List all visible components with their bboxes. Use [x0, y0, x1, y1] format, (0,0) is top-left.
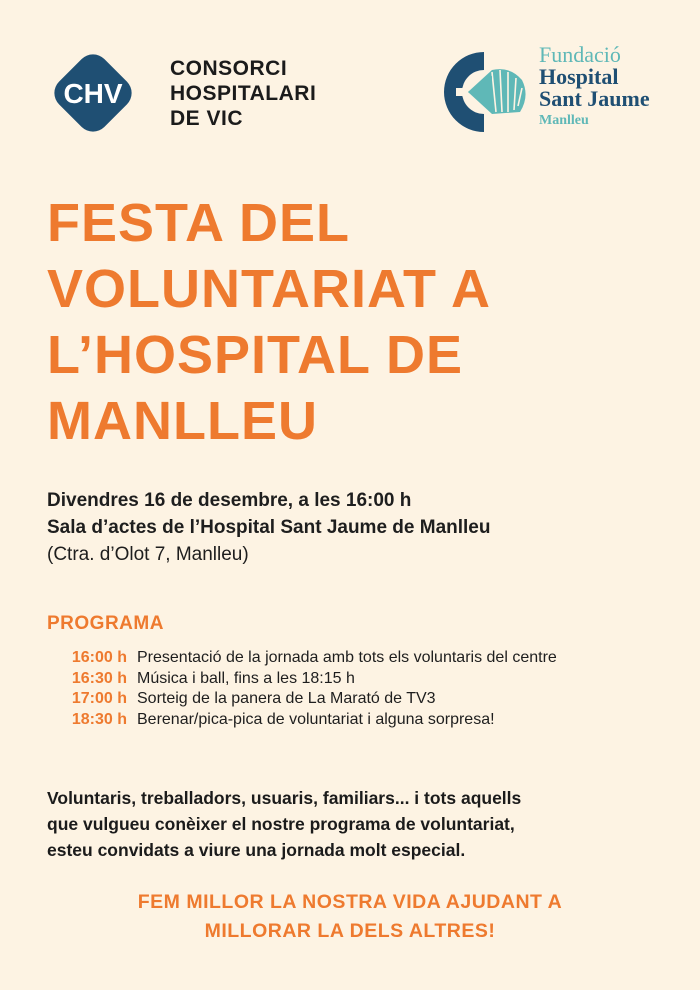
- fundacio-name-line: Fundació: [539, 42, 621, 67]
- program-list: [47, 648, 557, 730]
- program-item: [47, 648, 557, 669]
- invitation-line: que vulgueu conèixer el nostre programa de voluntariat,: [47, 814, 515, 834]
- consorci-name-line: CONSORCI: [170, 57, 288, 80]
- program-heading: PROGRAMA: [47, 613, 164, 634]
- program-time: 18:30 h: [71, 710, 127, 728]
- event-address: (Ctra. d’Olot 7, Manlleu): [47, 544, 249, 565]
- fundacio-name-line: Sant Jaume: [539, 86, 650, 111]
- invitation-line: Voluntaris, treballadors, usuaris, familiars... i tots aquells: [47, 788, 522, 808]
- motto-line: FEM MILLOR LA NOSTRA VIDA AJUDANT A: [137, 891, 563, 913]
- event-date: Divendres 16 de desembre, a les 16:00 h: [47, 490, 412, 511]
- consorci-name: [170, 56, 316, 131]
- program-text: Música i ball, fins a les 18:15 h: [137, 669, 355, 687]
- fundacio-logo-scallop-icon: [436, 46, 532, 138]
- fundacio-location: Manlleu: [539, 113, 589, 128]
- program-text: Presentació de la jornada amb tots els voluntaris del centre: [137, 649, 557, 666]
- chv-logo: [47, 47, 139, 139]
- invitation-line: esteu convidats a viure una jornada molt especial.: [47, 840, 466, 860]
- motto: [0, 888, 700, 946]
- program-text: Berenar/pica-pica de voluntariat i alguna sorpresa!: [137, 710, 495, 728]
- program-item: [47, 689, 557, 710]
- invitation-text: [47, 785, 521, 863]
- fundacio-name: [539, 44, 650, 132]
- event-info: [47, 487, 490, 568]
- fundacio-name-line: Hospital: [539, 64, 619, 89]
- program-time: 16:00 h: [71, 649, 127, 666]
- page-title: [47, 190, 491, 454]
- consorci-name-line: HOSPITALARI: [170, 82, 317, 105]
- consorci-name-line: DE VIC: [170, 107, 244, 130]
- title-line: FESTA DEL: [47, 193, 350, 253]
- chv-logo-text: CHV: [63, 78, 123, 109]
- motto-line: MILLORAR LA DELS ALTRES!: [204, 920, 496, 942]
- title-line: L’HOSPITAL DE: [47, 325, 464, 385]
- program-text: Sorteig de la panera de La Marató de TV3: [137, 690, 436, 707]
- program-time: 17:00 h: [71, 690, 127, 707]
- program-time: 16:30 h: [71, 669, 127, 687]
- title-line: VOLUNTARIAT A: [47, 259, 491, 319]
- program-item: [47, 669, 557, 690]
- event-place: Sala d’actes de l’Hospital Sant Jaume de Manlleu: [47, 517, 491, 538]
- title-line: MANLLEU: [47, 391, 318, 451]
- program-item: [47, 710, 557, 731]
